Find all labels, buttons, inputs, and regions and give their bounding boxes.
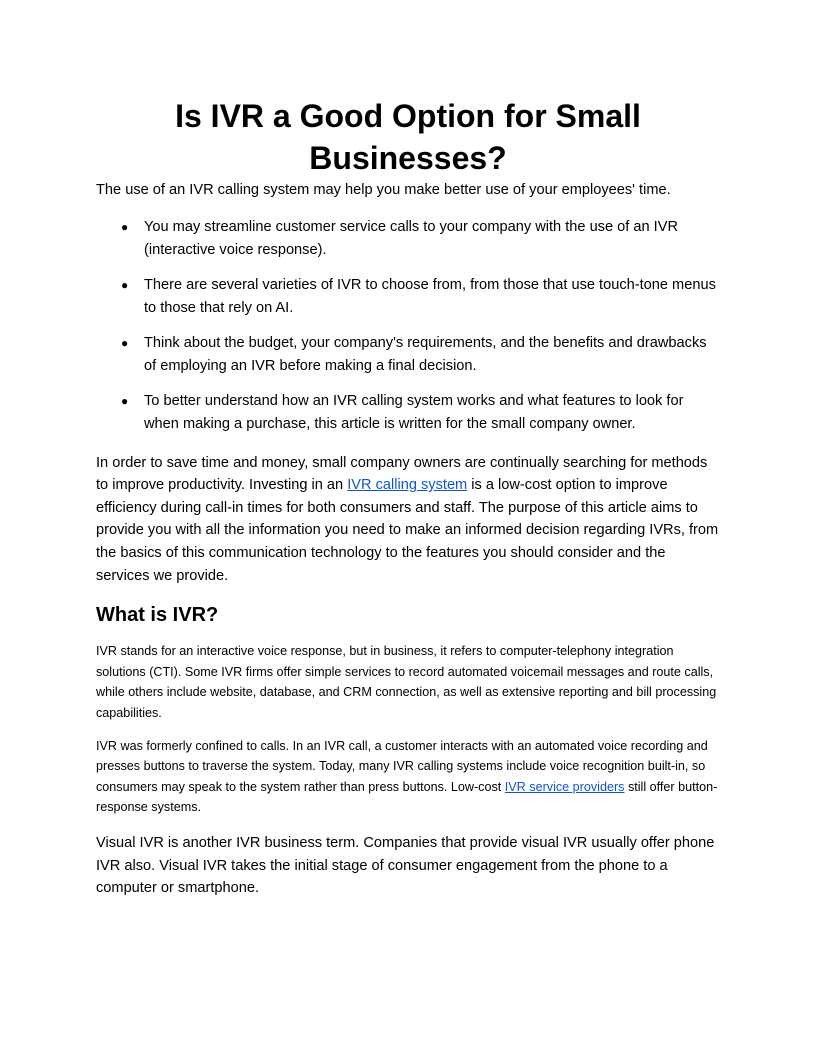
section-paragraph: Visual IVR is another IVR business term. Companies that provide visual IVR usually offer phone IVR also. Visual IVR takes the initial stage of consumer engagement from the phone to a computer or smartphone.: [96, 834, 715, 897]
body-paragraph: [96, 452, 720, 588]
list-item-text: Think about the budget, your company's requirements, and the benefits and drawbacks of employing an IVR before making a final decision.: [144, 334, 707, 374]
list-item-text: You may streamline customer service calls to your company with the use of an IVR (interactive voice response).: [144, 218, 678, 258]
section-heading: What is IVR?: [96, 604, 219, 627]
intro-paragraph: The use of an IVR calling system may help you make better use of your employees' time.: [96, 182, 671, 198]
section-paragraph: IVR stands for an interactive voice response, but in business, it refers to computer-telephony integration solutions (CTI). Some IVR firms offer simple services to record automated voicemail messages and route calls, while others include website, database, and CRM connection, as well as extensive reporting and bill processing capabilities.: [96, 644, 717, 720]
ivr-calling-system-link[interactable]: IVR calling system: [347, 477, 468, 494]
bullet-icon: ●: [121, 277, 129, 292]
list-item-text: There are several varieties of IVR to choose from, from those that use touch-tone menus to those that rely on AI.: [144, 276, 716, 316]
bullet-icon: ●: [121, 335, 129, 350]
bullet-icon: ●: [121, 219, 129, 234]
paragraph-text: In order to save time and money, small company owners are continually searching for methods to improve productivity. Investing in an: [96, 454, 708, 494]
list-item: [96, 274, 720, 320]
list-item-text: To better understand how an IVR calling system works and what features to look for when making a purchase, this article is written for the small company owner.: [144, 392, 684, 432]
key-points-list: [96, 216, 720, 436]
section-paragraph: [96, 736, 720, 818]
list-item: [96, 332, 720, 378]
page-title: Is IVR a Good Option for Small Businesses?: [175, 98, 641, 176]
paragraph-text: still offer button-response systems.: [96, 779, 718, 815]
paragraph-text: is a low-cost option to improve efficiency during call-in times for both consumers and staff. The purpose of this article aims to provide you with all the information you need to make an informed decision regarding IVRs, from the basics of this communication technology to the features you should consider and the services we provide.: [96, 477, 719, 584]
document-page: [96, 0, 720, 900]
ivr-service-providers-link[interactable]: IVR service providers: [504, 779, 625, 794]
list-item: [96, 216, 720, 262]
paragraph-text: IVR was formerly confined to calls. In an IVR call, a customer interacts with an automated voice recording and presses buttons to traverse the system. Today, many IVR calling systems include voice recognition built-in, so consumers may speak to the system rather than press buttons. Low-cost: [96, 738, 708, 794]
bullet-icon: ●: [121, 393, 129, 408]
list-item: [96, 390, 720, 436]
